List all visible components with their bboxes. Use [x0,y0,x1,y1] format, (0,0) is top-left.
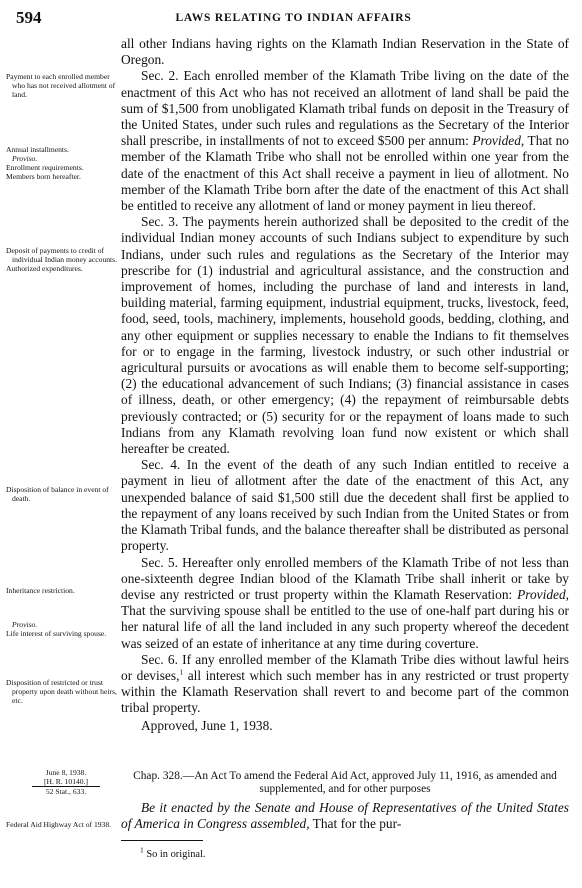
margin-note-life-interest: Proviso. Life interest of surviving spouse. [6,620,118,638]
footnote [140,845,206,860]
main-text [121,36,569,734]
margin-note-disposition-balance: Disposition of balance in event of death. [6,485,109,503]
section-2: Sec. 2. Each enrolled member of the Klamath Tribe living on the date of the enactment of this Act who has not received an allotment of land shall be paid the sum of $1,500 from unobligated Klamath tribal funds on deposit in the Treasury of the United States, under such rules and regulations as the Secretary of the Interior shall prescribe, in installments of not to exceed $500 per annum: Provided, That no member of the Klamath Tribe who shall not be enrolled within one year from the date of the enactment of this Act shall receive a payment in lieu of allotment. No member of the Klamath Tribe born after the date of the enactment of this Act shall be entitled to receive any allotment of land or money payment in lieu thereof. [121,68,569,214]
margin-note-federal-aid: Federal Aid Highway Act of 1938. [6,820,112,829]
section-3: Sec. 3. The payments herein authorized shall be deposited to the credit of the individual Indian money accounts of such Indians subject to expenditure by such Indians, under such rules and regulations as the Secretary of the Interior may prescribe for (1) industrial and agricultural assistance, and the construction and improvement of homes, including the purchase of land and interests in land, building material, farming equipment, industrial equipment, trucks, livestock, feed, food, seed, tools, machinery, implements, household goods, bedding, clothing, and any other equipment or supplies necessary to enable the Indians to fit themselves for or to engage in the farming, livestock industry, or such other industrial or agricultural pursuits or avocations as will enable them to become self-supporting; (2) the educational advancement of such Indians; (3) financial assistance in cases of illness, death, or other emergency; (4) the repayment of reimbursable debts previously contracted; or (5) security for or the repayment of loans made to such Indians from any Klamath revolving loan fund now existent or which shall hereafter be created. [121,214,569,457]
margin-note-payment: Payment to each enrolled member who has not received allotment of land. [6,72,116,99]
paragraph-continuation: all other Indians having rights on the Klamath Indian Reservation in the State of Oregon. [121,36,569,68]
footnote-marker: 1 [179,667,184,677]
chapter-number: Chap. 328. [133,770,183,782]
margin-note-members-born: Members born hereafter. [6,172,81,181]
running-head: LAWS RELATING TO INDIAN AFFAIRS [175,12,412,24]
page-number: 594 [16,8,42,27]
footnote-text: So in original. [143,849,206,860]
margin-note-deposit: Deposit of payments to credit of individual Indian money accounts. Authorized expenditures. [6,246,118,273]
chapter-heading [121,770,569,796]
chapter-title: —An Act To amend the Federal Aid Act, approved July 11, 1916, as amended and supplemented, and for other purposes [182,770,557,795]
bill-citation-block [30,768,102,796]
bill-date: June 8, 1938. [45,768,87,777]
section-6: Sec. 6. If any enrolled member of the Klamath Tribe dies without lawful heirs or devises,$^1$ all interest which such member has in any restricted or trust property within the Klamath Reservation shall revert to and become part of the common tribal property. [121,651,569,716]
margin-note-enrollment: Enrollment requirements. [6,163,84,172]
footnote-number: 1 [140,845,144,855]
footnote-rule [121,840,203,841]
statute-citation: 52 Stat., 633. [45,787,87,796]
margin-note-proviso-2: Proviso. [12,620,38,629]
page-header [16,8,571,30]
bill-number: [H. R. 10140.] [43,777,89,786]
margin-note-proviso: Proviso. [12,154,38,163]
section-4: Sec. 4. In the event of the death of any such Indian entitled to receive a payment in lieu of allotment after the date of the enactment of this Act, any unexpended balance of said $1,500 still due the decedent shall first be applied to the repayment of any loans received by such Indian from the United States or from the Klamath Tribal funds, and the balance thereafter shall be distributed as personal property. [121,457,569,554]
enacting-clause: Be it enacted by the Senate and House of Representatives of the United States of America in Congress assembled, That for the pur- [121,800,569,832]
section-5: Sec. 5. Hereafter only enrolled members of the Klamath Tribe of not less than one-sixteenth degree Indian blood of the Klamath Tribe shall inherit or take by devise any restricted or trust property within the Klamath Reservation: Provided, That the surviving spouse shall be entitled to the use of one-half part during his or her natural life of all the land included in any such property whereof the decedent was seized of an estate of inheritance at any time during coverture. [121,554,569,651]
approval-date: Approved, June 1, 1938. [141,717,273,733]
margin-note-inheritance: Inheritance restriction. [6,586,75,595]
margin-note-authorized: Authorized expenditures. [6,264,83,273]
margin-note-annual-installments: Annual installments. Proviso. Enrollment requirements. Members born hereafter. [6,145,118,181]
margin-note-disposition-restricted: Disposition of restricted or trust property upon death without heirs, etc. [6,678,117,705]
